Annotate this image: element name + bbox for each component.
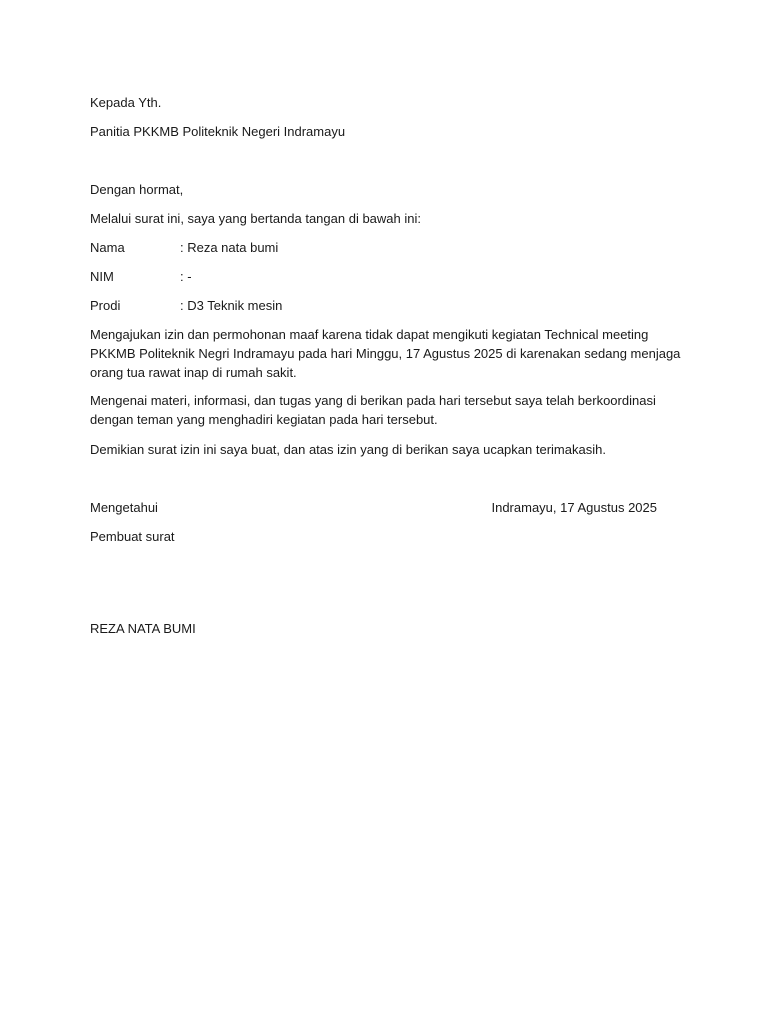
field-value-prodi: : D3 Teknik mesin <box>180 298 283 313</box>
signer-role: Pembuat surat <box>90 529 175 544</box>
field-value-nim: : - <box>180 269 192 284</box>
closing-text: Demikian surat izin ini saya buat, dan atas izin yang di berikan saya ucapkan terimakasih. <box>90 442 606 457</box>
field-label-nama: Nama <box>90 240 125 255</box>
greeting: Dengan hormat, <box>90 182 184 197</box>
body-paragraph-1-line: Mengajukan izin dan permohonan maaf karena tidak dapat mengikuti kegiatan Technical meeting <box>90 327 649 342</box>
body-paragraph-1-line: orang tua rawat inap di rumah sakit. <box>90 365 297 380</box>
intro-text: Melalui surat ini, saya yang bertanda tangan di bawah ini: <box>90 211 421 226</box>
recipient-line-2: Panitia PKKMB Politeknik Negeri Indramayu <box>90 124 346 139</box>
body-paragraph-1 <box>90 325 681 382</box>
body-paragraph-2 <box>90 391 670 429</box>
field-value-nama: : Reza nata bumi <box>180 240 279 255</box>
acknowledge-label: Mengetahui <box>90 500 158 515</box>
field-label-prodi: Prodi <box>90 298 121 313</box>
body-paragraph-2-line: Mengenai materi, informasi, dan tugas yang di berikan pada hari tersebut saya telah berkoordinasi <box>90 393 656 408</box>
place-date: Indramayu, 17 Agustus 2025 <box>491 500 657 515</box>
field-label-nim: NIM <box>90 269 114 284</box>
body-paragraph-2-line: dengan teman yang menghadiri kegiatan pada hari tersebut. <box>90 412 438 427</box>
body-paragraph-1-line: PKKMB Politeknik Negri Indramayu pada hari Minggu, 17 Agustus 2025 di karenakan sedang menjaga <box>90 346 681 361</box>
signer-name: REZA NATA BUMI <box>90 621 196 636</box>
recipient-line-1: Kepada Yth. <box>90 95 162 110</box>
